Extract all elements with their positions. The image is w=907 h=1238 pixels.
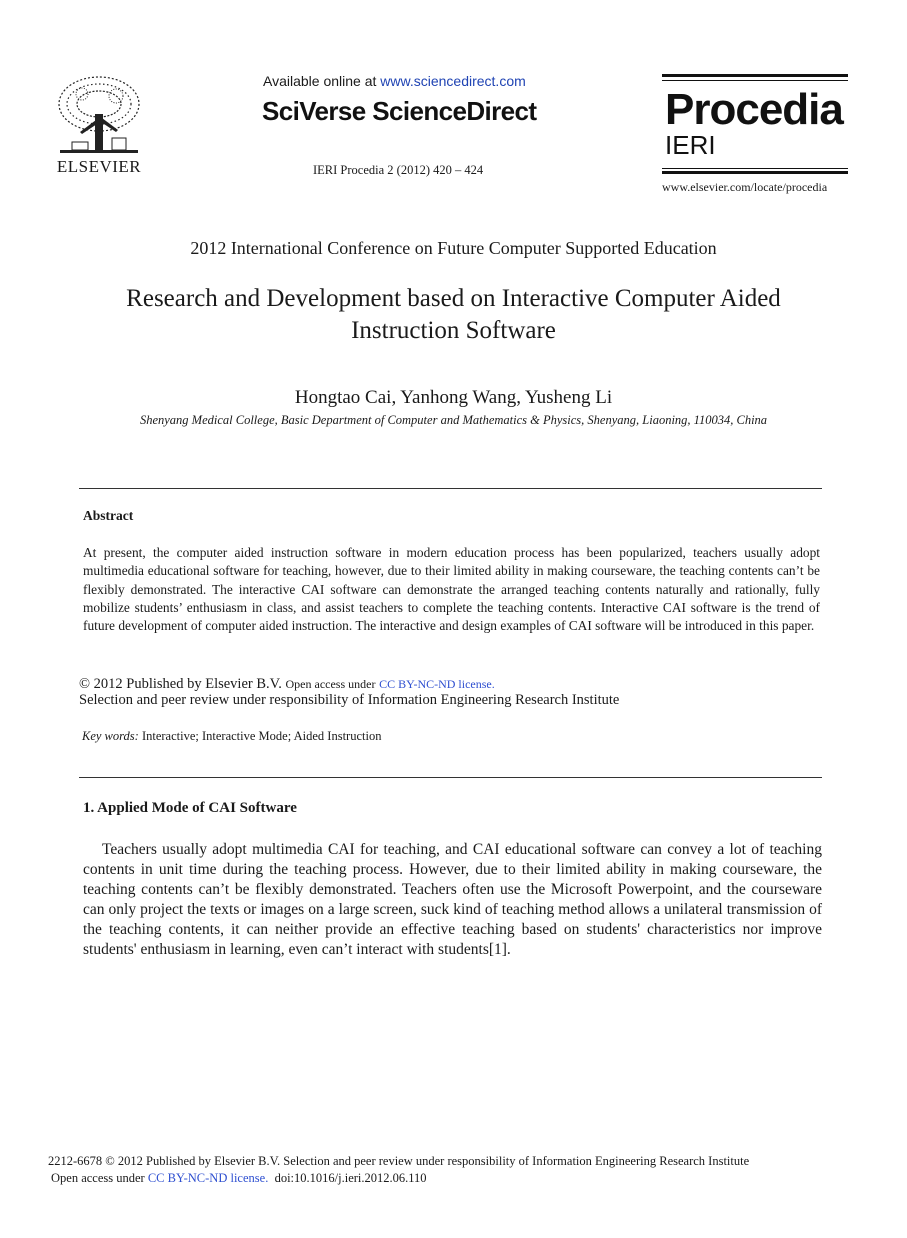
footer-license-link[interactable]: CC BY-NC-ND license. bbox=[147, 1171, 269, 1185]
peer-review-statement: Selection and peer review under responsibility of Information Engineering Research Institute bbox=[79, 692, 620, 708]
journal-reference: IERI Procedia 2 (2012) 420 – 424 bbox=[313, 163, 484, 177]
copyright-text: © 2012 Published by Elsevier B.V. bbox=[79, 676, 282, 692]
available-online-line bbox=[263, 73, 526, 89]
available-prefix: Available online at bbox=[263, 73, 377, 89]
paper-title: Research and Development based on Interactive Computer Aided Instruction Software bbox=[126, 285, 781, 344]
journal-homepage-link[interactable]: www.elsevier.com/locate/procedia bbox=[662, 180, 828, 194]
elsevier-logo bbox=[52, 74, 146, 178]
license-link[interactable]: CC BY-NC-ND license. bbox=[379, 677, 495, 691]
section-paragraph: Teachers usually adopt multimedia CAI for teaching, and CAI educational software can convey a lot of teaching contents in unit time during the teaching process. However, due to their limited ability in making courseware, the teaching contents can’t be flexibly demonstrated. Teachers often use the Microsoft Powerpoint, and the courseware can only project the texts or images on a large screen, suck kind of teaching method allows a unilateral transmission of the teaching contents, it can neither provide an effective teaching based on students' characteristics nor improve students' enthusiasm in learning, even can’t interact with students[1]. bbox=[83, 841, 822, 958]
sciencedirect-link[interactable]: www.sciencedirect.com bbox=[380, 73, 526, 89]
divider bbox=[79, 777, 822, 778]
copyright-line bbox=[79, 676, 495, 693]
author-list: Hongtao Cai, Yanhong Wang, Yusheng Li bbox=[294, 387, 613, 408]
ieri-logo-text: IERI bbox=[665, 130, 716, 160]
keywords-values: Interactive; Interactive Mode; Aided Instruction bbox=[141, 729, 382, 743]
footer-issn-line: 2212-6678 © 2012 Published by Elsevier B.V. Selection and peer review under responsibility of Information Engineering Research Institute bbox=[48, 1154, 750, 1168]
open-access-text: Open access under bbox=[285, 677, 376, 691]
abstract-heading: Abstract bbox=[83, 508, 134, 523]
author-affiliation: Shenyang Medical College, Basic Department of Computer and Mathematics & Physics, Shenyang, Liaoning, 110034, China bbox=[139, 413, 768, 427]
footer-open-access-line bbox=[51, 1171, 427, 1186]
keywords-label: Key words: bbox=[82, 729, 139, 743]
conference-name: 2012 International Conference on Future Computer Supported Education bbox=[190, 238, 717, 258]
procedia-ieri-logo bbox=[662, 74, 848, 178]
divider bbox=[79, 488, 822, 489]
procedia-logo-text: Procedia bbox=[665, 85, 843, 134]
footer-open-access-text: Open access under bbox=[51, 1171, 145, 1185]
publisher-wordmark: ELSEVIER bbox=[56, 157, 142, 176]
section-heading: 1. Applied Mode of CAI Software bbox=[83, 800, 297, 816]
sciverse-sciencedirect-logo: SciVerse ScienceDirect bbox=[262, 96, 537, 126]
footer-doi[interactable]: doi:10.1016/j.ieri.2012.06.110 bbox=[274, 1171, 427, 1185]
keywords bbox=[82, 729, 381, 744]
abstract-text: At present, the computer aided instruction software in modern education process has been popularized, teachers usually adopt multimedia educational software for teaching, however, due to their limited ability in making courseware, the teaching contents can’t be flexibly demonstrated. The interactive CAI software can demonstrate the arranged teaching contents naturally and rationally, fully mobilize students’ enthusiasm in class, and assist teachers to complete the teaching contents. Interactive CAI software is the trend of future development of computer aided instruction. The interactive and design examples of CAI software will be introduced in this paper. bbox=[83, 545, 820, 634]
